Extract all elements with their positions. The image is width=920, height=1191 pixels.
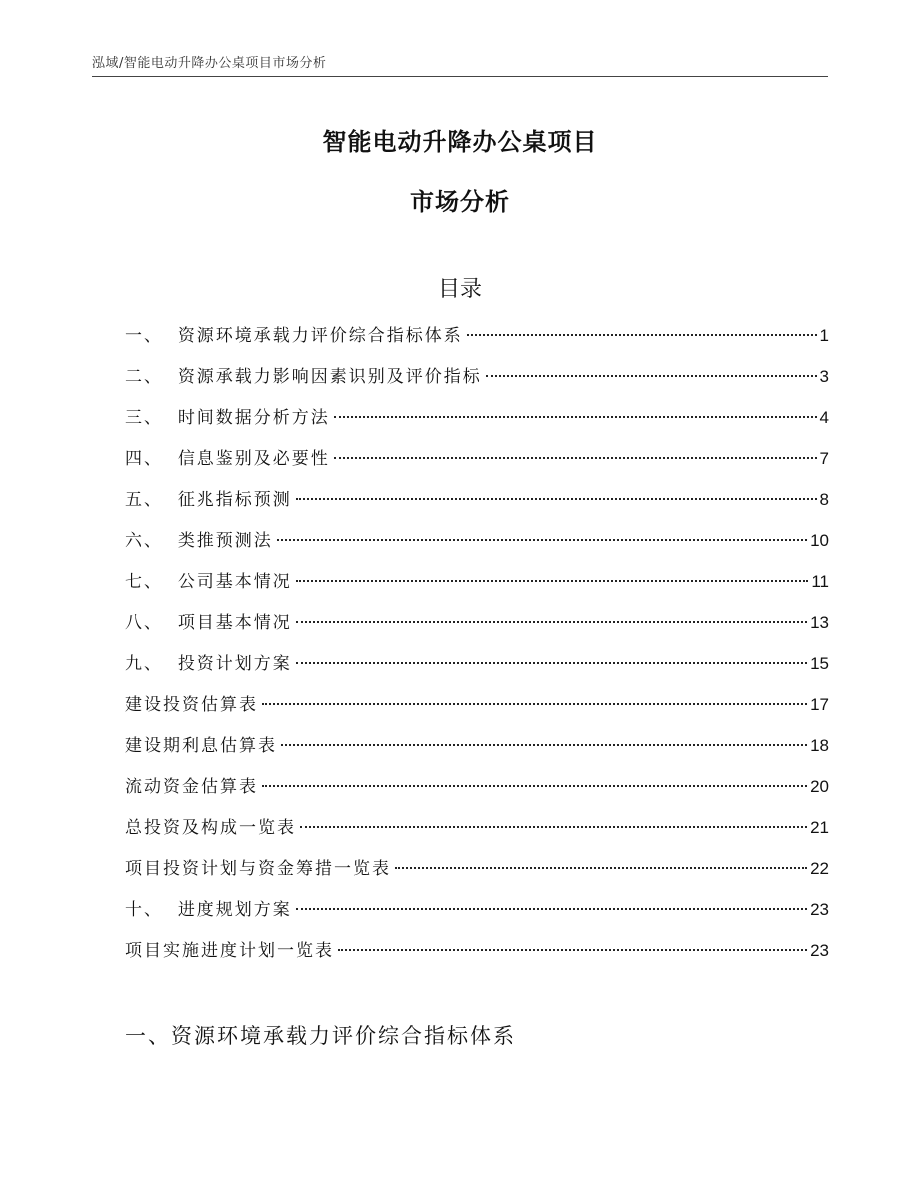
toc-entry-page: 4	[819, 408, 829, 427]
section-heading: 一、资源环境承载力评价综合指标体系	[125, 1024, 516, 1048]
toc-entry[interactable]	[125, 857, 829, 898]
toc-entry-label: 流动资金估算表	[125, 777, 258, 797]
toc-leader-dots	[486, 375, 817, 377]
toc-entry-label: 项目投资计划与资金筹措一览表	[125, 859, 391, 879]
toc-entry-label: 类推预测法	[177, 531, 273, 551]
toc-leader-dots	[334, 416, 817, 418]
toc-entry-number: 五、	[125, 490, 178, 510]
toc-entry-page: 23	[810, 900, 829, 919]
toc-heading: 目录	[437, 277, 482, 302]
toc-entry-page: 7	[819, 449, 829, 468]
toc-leader-dots	[296, 662, 807, 664]
toc-entry-page: 3	[819, 367, 829, 386]
toc-entry-page: 15	[810, 654, 829, 673]
toc-entry-number: 二、	[125, 367, 178, 387]
toc-entry-page: 8	[819, 490, 829, 509]
toc-entry-page: 20	[810, 777, 829, 796]
toc-entry-page: 10	[810, 531, 829, 550]
toc-entry[interactable]	[125, 652, 829, 693]
toc-leader-dots	[467, 334, 817, 336]
toc-entry[interactable]	[125, 447, 829, 488]
header-divider	[92, 76, 828, 77]
toc-leader-dots	[334, 457, 817, 459]
toc-entry-label: 项目基本情况	[177, 613, 292, 633]
toc-leader-dots	[300, 826, 807, 828]
toc-leader-dots	[395, 867, 807, 869]
toc-leader-dots	[296, 621, 807, 623]
toc-entry-label: 信息鉴别及必要性	[177, 449, 330, 469]
toc-leader-dots	[296, 580, 809, 582]
toc-entry[interactable]	[125, 775, 829, 816]
toc-entry[interactable]	[125, 898, 829, 939]
toc-entry[interactable]	[125, 529, 829, 570]
toc-entry-number: 一、	[125, 326, 178, 346]
toc-entry[interactable]	[125, 406, 829, 447]
toc-leader-dots	[338, 949, 807, 951]
toc-entry-label: 建设期利息估算表	[125, 736, 277, 756]
toc-entry-page: 13	[810, 613, 829, 632]
toc-entry[interactable]	[125, 365, 829, 406]
toc-leader-dots	[262, 785, 807, 787]
toc-entry-page: 23	[810, 941, 829, 960]
toc-entry-page: 1	[819, 326, 829, 345]
toc-entry-label: 建设投资估算表	[125, 695, 258, 715]
toc-entry-number: 七、	[125, 572, 178, 592]
toc-entry-page: 17	[810, 695, 829, 714]
toc-entry[interactable]	[125, 939, 829, 980]
toc-entry[interactable]	[125, 816, 829, 857]
toc-entry-number: 十、	[125, 900, 178, 920]
toc-entry-number: 九、	[125, 654, 178, 674]
toc-entry-page: 21	[810, 818, 829, 837]
running-header: 泓域/智能电动升降办公桌项目市场分析	[92, 56, 327, 71]
toc-entry-number: 四、	[125, 449, 178, 469]
toc-entry-page: 18	[810, 736, 829, 755]
toc-leader-dots	[281, 744, 807, 746]
toc-entry-label: 时间数据分析方法	[177, 408, 330, 428]
toc-entry-page: 22	[810, 859, 829, 878]
toc-entry-number: 八、	[125, 613, 178, 633]
toc-leader-dots	[277, 539, 807, 541]
toc-entry-label: 公司基本情况	[177, 572, 292, 592]
toc-entry-label: 总投资及构成一览表	[125, 818, 296, 838]
table-of-contents	[125, 324, 829, 980]
toc-entry[interactable]	[125, 734, 829, 775]
document-title: 智能电动升降办公桌项目	[322, 128, 598, 156]
toc-entry-label: 资源承载力影响因素识别及评价指标	[177, 367, 482, 387]
toc-entry-label: 项目实施进度计划一览表	[125, 941, 334, 961]
document-subtitle: 市场分析	[410, 188, 510, 216]
toc-entry-label: 进度规划方案	[177, 900, 292, 920]
toc-entry[interactable]	[125, 488, 829, 529]
toc-entry-number: 六、	[125, 531, 178, 551]
toc-entry-number: 三、	[125, 408, 178, 428]
toc-entry[interactable]	[125, 324, 829, 365]
toc-entry-label: 征兆指标预测	[177, 490, 292, 510]
toc-entry[interactable]	[125, 693, 829, 734]
toc-leader-dots	[296, 908, 807, 910]
toc-entry[interactable]	[125, 570, 829, 611]
toc-entry[interactable]	[125, 611, 829, 652]
toc-entry-label: 投资计划方案	[177, 654, 292, 674]
toc-entry-label: 资源环境承载力评价综合指标体系	[177, 326, 463, 346]
toc-leader-dots	[262, 703, 807, 705]
toc-entry-page: 11	[811, 572, 829, 591]
toc-leader-dots	[296, 498, 817, 500]
